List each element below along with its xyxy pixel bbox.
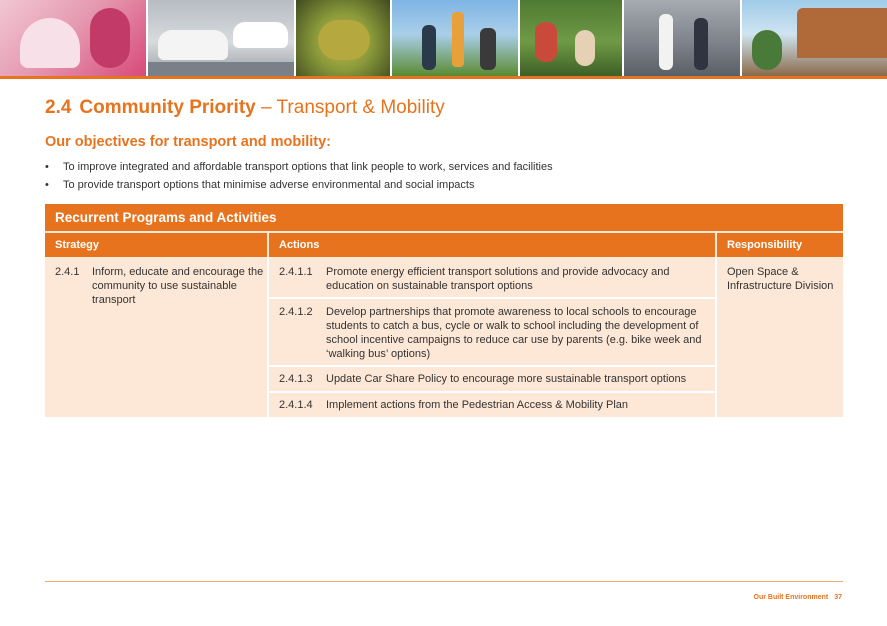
table-title: Recurrent Programs and Activities <box>45 204 843 231</box>
photo-banner <box>0 0 887 76</box>
section-title: Community Priority <box>79 97 256 118</box>
strategy-code: 2.4.1 <box>55 266 80 278</box>
objectives-list <box>45 159 553 195</box>
banner-photo-town-centre <box>742 0 887 76</box>
banner-photo-family-park <box>392 0 520 76</box>
section-number: 2.4 <box>45 97 72 118</box>
action-code: 2.4.1.2 <box>279 306 313 318</box>
objective-item <box>45 177 553 195</box>
table-header-row <box>45 233 843 257</box>
banner-photo-children-garden <box>520 0 624 76</box>
banner-photo-street <box>624 0 742 76</box>
objective-item <box>45 159 553 177</box>
action-code: 2.4.1.1 <box>279 266 313 278</box>
page-title <box>45 97 445 119</box>
objectives-heading: Our objectives for transport and mobility: <box>45 134 332 150</box>
header-responsibility: Responsibility <box>717 233 843 257</box>
bullet-icon: • <box>45 179 49 191</box>
action-text: Promote energy efficient transport solutions and provide advocacy and education on sustainable transport options <box>326 266 670 292</box>
footer-section: Our Built Environment <box>753 594 829 601</box>
row-divider <box>269 391 715 393</box>
row-divider <box>269 365 715 367</box>
action-code: 2.4.1.3 <box>279 373 313 385</box>
header-actions: Actions <box>269 233 715 257</box>
footer-divider <box>45 581 843 582</box>
action-text: Implement actions from the Pedestrian Access & Mobility Plan <box>326 399 629 411</box>
objective-text: To improve integrated and affordable transport options that link people to work, services and facilities <box>63 161 553 173</box>
strategy-text: Inform, educate and encourage the community to use sustainable transport <box>92 266 264 306</box>
action-code: 2.4.1.4 <box>279 399 313 411</box>
column-divider <box>715 257 717 417</box>
section-subtitle: – Transport & Mobility <box>261 97 445 118</box>
banner-photo-frog <box>296 0 392 76</box>
action-text: Update Car Share Policy to encourage more sustainable transport options <box>326 373 687 385</box>
objective-text: To provide transport options that minimise adverse environmental and social impacts <box>63 179 475 191</box>
bullet-icon: • <box>45 161 49 173</box>
banner-photo-children-reading <box>0 0 148 76</box>
banner-photo-electric-car <box>148 0 296 76</box>
responsibility-text: Open Space & Infrastructure Division <box>727 266 834 292</box>
row-divider <box>269 297 715 299</box>
page-number: 37 <box>834 594 842 601</box>
programs-table <box>45 204 843 417</box>
action-text: Develop partnerships that promote awareness to local schools to encourage students to catch a bus, cycle or walk to school including the development of school incentive campaigns to reduce car use by parents (e.g. bike week and ‘walking bus’ options) <box>326 306 702 360</box>
column-divider <box>267 257 269 417</box>
header-strategy: Strategy <box>45 233 267 257</box>
banner-divider <box>0 76 887 79</box>
page-footer <box>754 594 842 601</box>
